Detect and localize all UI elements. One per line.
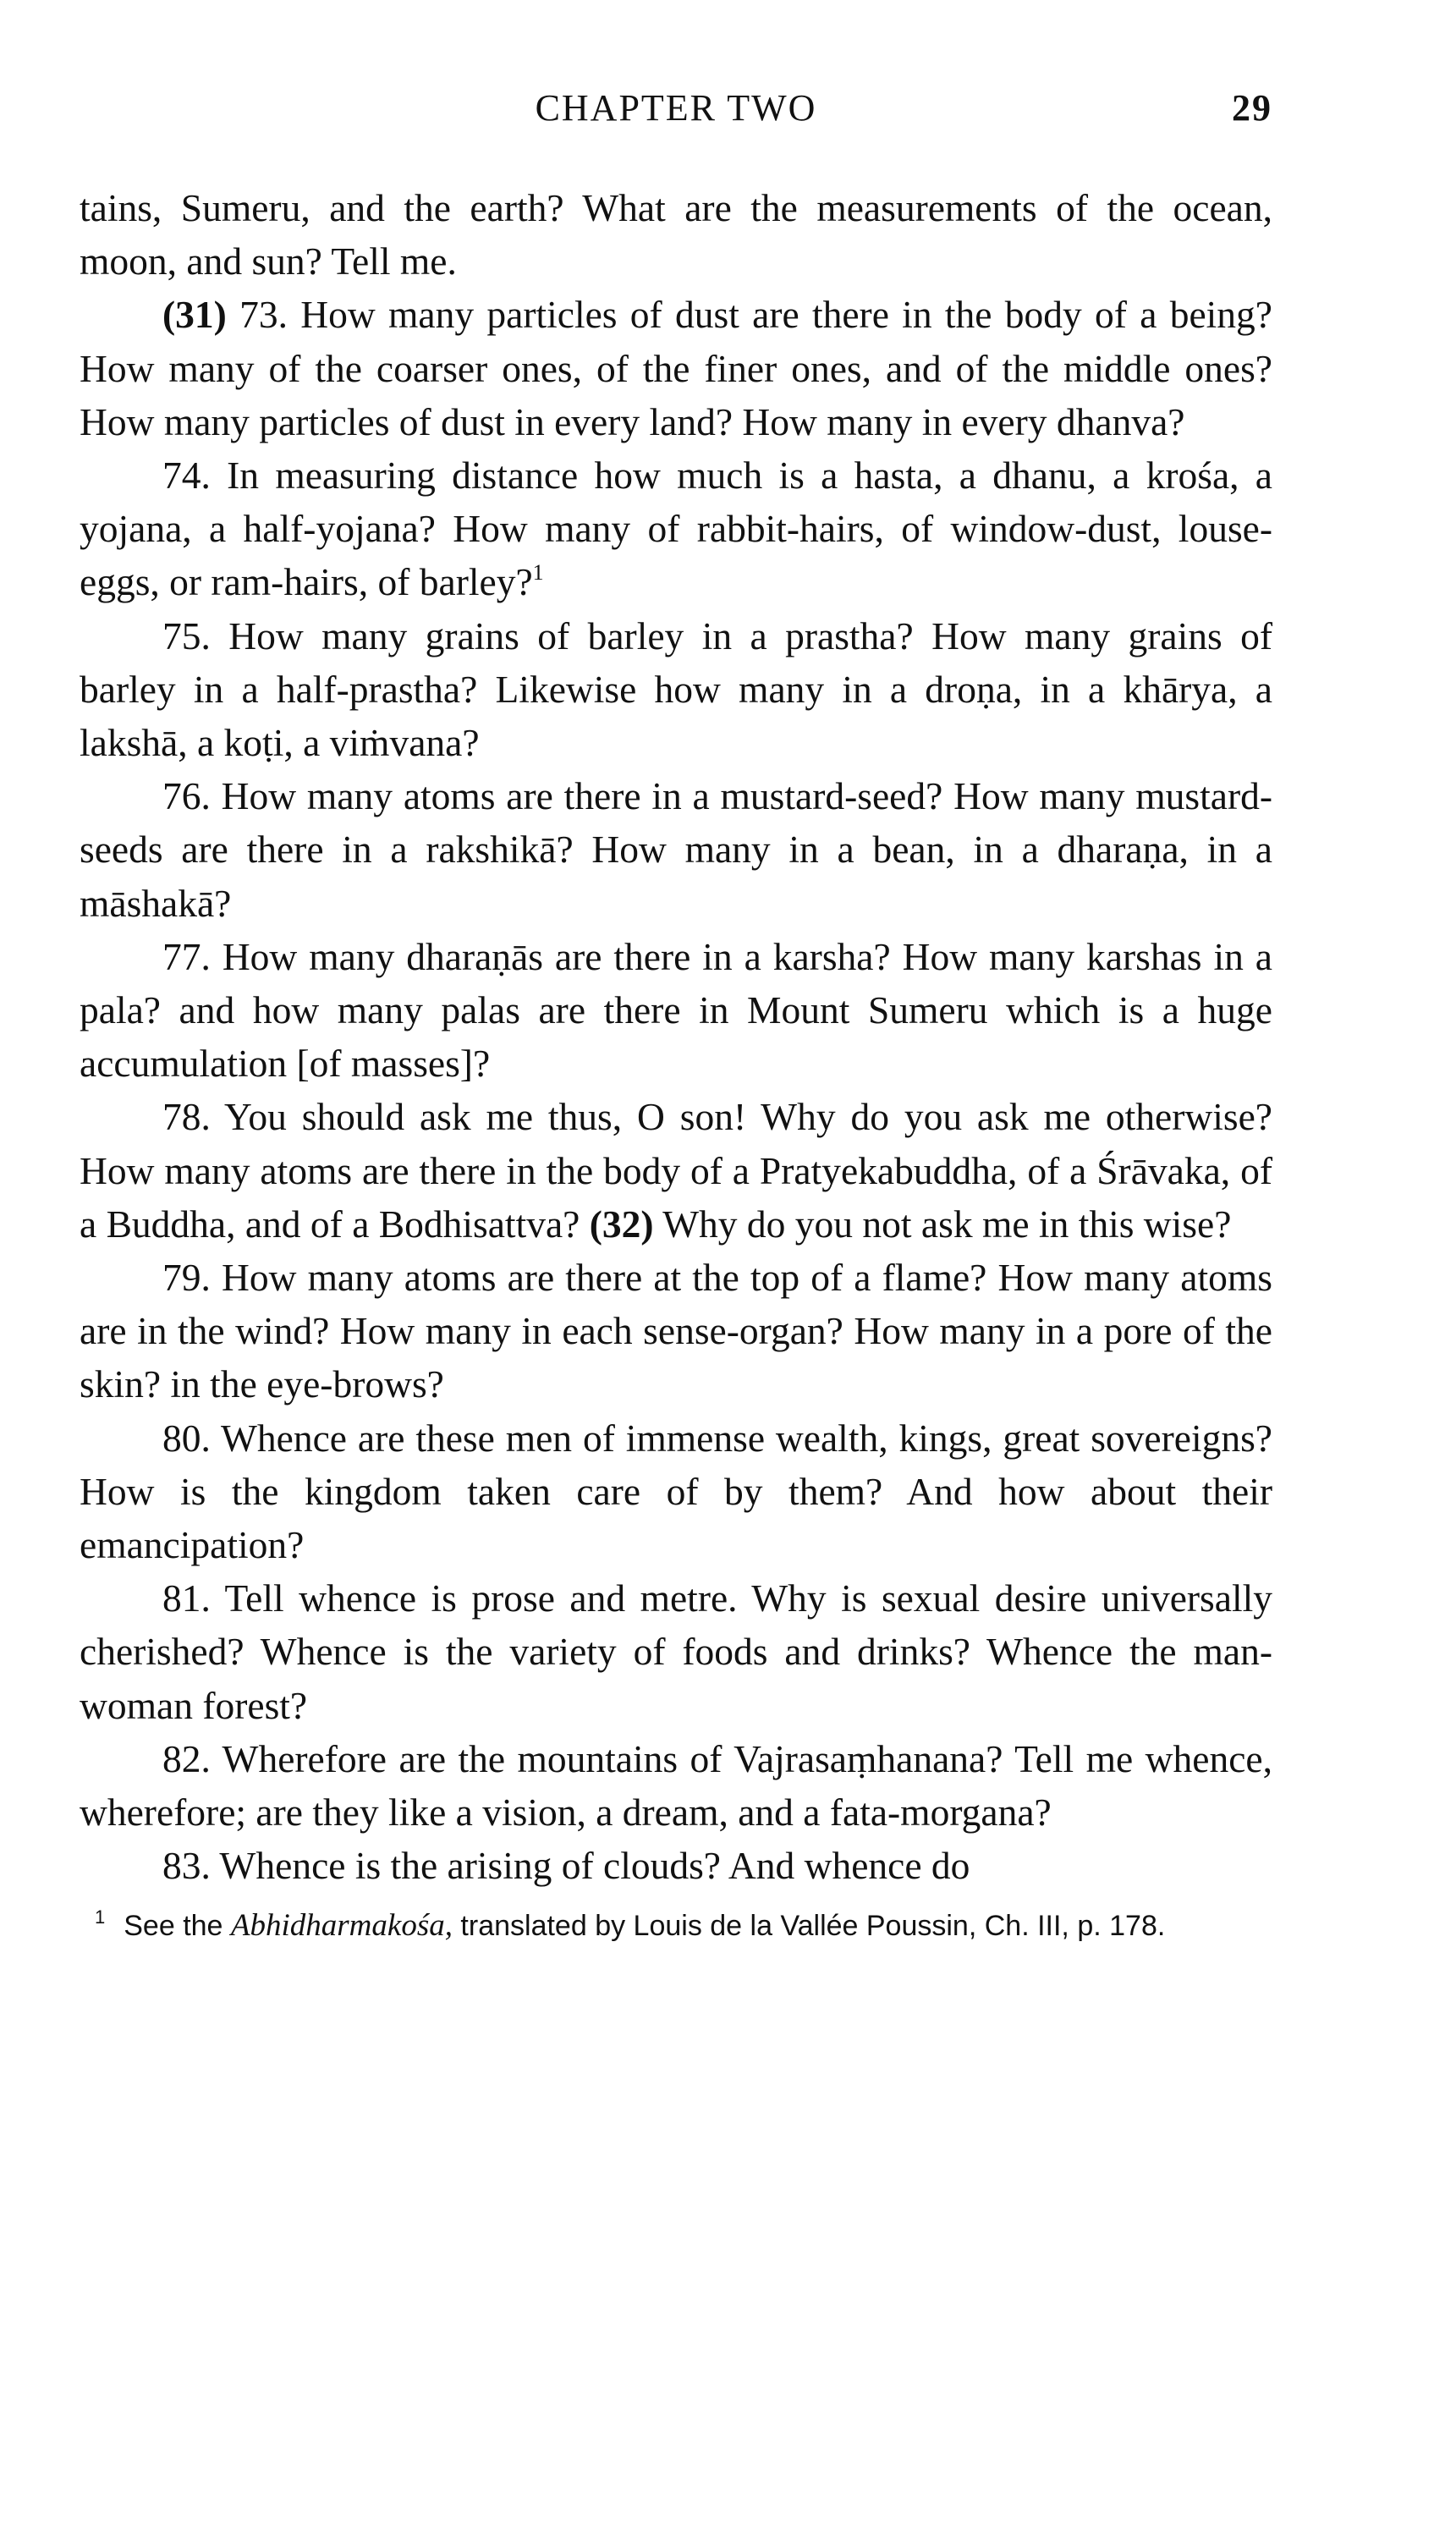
page-number: 29: [1232, 87, 1272, 129]
footnote-book-title: Abhidharmakośa,: [230, 1907, 453, 1943]
footnotes: [80, 1906, 1272, 1945]
running-head: [80, 81, 1272, 149]
paragraph-continuation: [80, 181, 1272, 288]
paragraph-text: 74. In measuring distance how much is a hasta, a dhanu, a krośa, a yojana, a half-yojana? How many of rabbit-hairs, of window-dust, louse-eggs, or ram-hairs, of barley?: [80, 454, 1272, 604]
footnote-mark: 1: [95, 1906, 106, 1928]
paragraph-text: 75. How many grains of barley in a prastha? How many grains of barley in a half-prastha? Likewise how many in a droṇa, in a khārya, a lakshā, a koṭi, a viṁvana?: [80, 613, 1272, 765]
paragraph-verse-80: [80, 1411, 1272, 1572]
paragraph-text: 77. How many dharaṇās are there in a karsha? How many karshas in a pala? and how many palas are there in Mount Sumeru which is a huge accumulation [of masses]?: [80, 934, 1272, 1086]
chapter-title: CHAPTER TWO: [535, 87, 817, 129]
paragraph-verse-81: [80, 1571, 1272, 1732]
paragraph-verse-78: [80, 1090, 1272, 1251]
paragraph-text: 83. Whence is the arising of clouds? And whence do: [162, 1844, 970, 1888]
paragraph-verse-77: [80, 930, 1272, 1091]
paragraph-text: 79. How many atoms are there at the top of a flame? How many atoms are in the wind? How many in each sense-organ? How many in a pore of the skin? in the eye-brows?: [80, 1256, 1272, 1406]
footnote: [80, 1906, 1272, 1945]
paragraph-verse-83: [80, 1839, 1272, 1892]
footnote-text: translated by Louis de la Vallée Poussin, Ch. III, p. 178.: [452, 1909, 1166, 1942]
paragraph-text: tains, Sumeru, and the earth? What are the measurements of the ocean, moon, and sun? Tell me.: [80, 186, 1272, 283]
paragraph-verse-82: [80, 1732, 1272, 1839]
paragraph-verse-76: [80, 769, 1272, 930]
paragraph-verse-75: [80, 609, 1272, 770]
section-reference: (31): [162, 293, 227, 337]
body-text: [80, 181, 1272, 1893]
footnote-text: See the: [124, 1909, 231, 1942]
paragraph-text: 76. How many atoms are there in a mustard-seed? How many mustard-seeds are there in a rakshikā? How many in a bean, in a dharaṇa, in a māshakā?: [80, 774, 1272, 925]
footnote-reference: 1: [532, 560, 544, 586]
paragraph-verse-79: [80, 1251, 1272, 1411]
paragraph-verse-74: [80, 448, 1272, 609]
section-reference: (32): [589, 1202, 654, 1246]
paragraph-verse-73: [80, 288, 1272, 448]
paragraph-text: Why do you not ask me in this wise?: [653, 1202, 1232, 1246]
paragraph-text: 80. Whence are these men of immense wealth, kings, great sovereigns? How is the kingdom taken care of by them? And how about their emancipation?: [80, 1416, 1272, 1567]
paragraph-text: 73. How many particles of dust are there in the body of a being? How many of the coarser ones, of the finer ones, and of the middle ones? How many particles of dust in every land? How many in every dhanva?: [80, 293, 1272, 443]
book-page: [80, 81, 1272, 1945]
paragraph-text: 82. Wherefore are the mountains of Vajrasaṃhanana? Tell me whence, wherefore; are they like a vision, a dream, and a fata-morgana?: [80, 1736, 1272, 1835]
paragraph-text: 81. Tell whence is prose and metre. Why is sexual desire universally cherished? Whence is the variety of foods and drinks? Whence the man-woman forest?: [80, 1576, 1272, 1727]
paragraph-text: 78. You should ask me thus, O son! Why do you ask me otherwise? How many atoms are there in the body of a Pratyekabuddha, of a Śrāvaka, of a Buddha, and of a Bodhisattva?: [80, 1095, 1272, 1246]
